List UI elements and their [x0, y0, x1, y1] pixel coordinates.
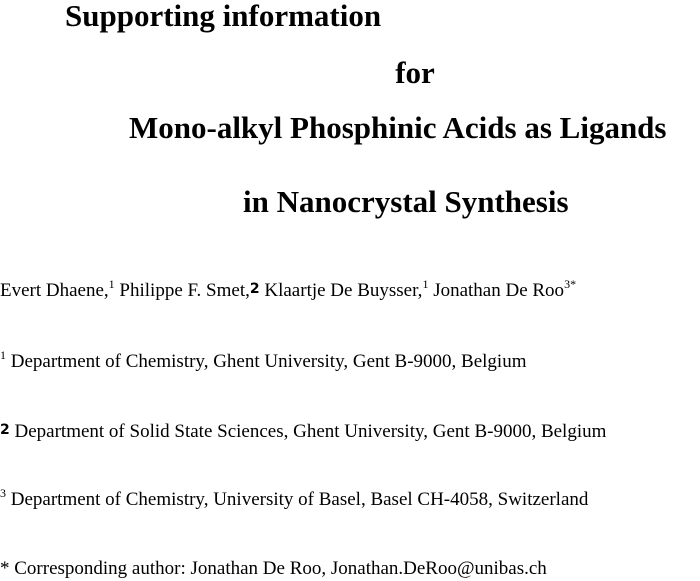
affiliation-1: [0, 348, 527, 372]
affiliation-mark: 2: [249, 281, 260, 297]
title-line-3: Mono-alkyl Phosphinic Acids as Ligands: [129, 110, 667, 145]
affiliation-mark: 3*: [564, 277, 577, 291]
title-line-4: in Nanocrystal Synthesis: [243, 184, 569, 219]
affiliation-text: Department of Chemistry, University of Basel, Basel CH-4058, Switzerland: [6, 489, 589, 510]
author-list: [0, 277, 577, 301]
affiliation-mark: 1: [0, 348, 6, 362]
author-name: Klaartje De Buysser,: [259, 280, 423, 301]
corresponding-author: * Corresponding author: Jonathan De Roo, Jonathan.DeRoo@unibas.ch: [0, 558, 547, 579]
affiliation-text: Department of Chemistry, Ghent University, Gent B-9000, Belgium: [6, 351, 527, 372]
affiliation-2: [0, 422, 606, 441]
affiliation-mark: 2: [0, 422, 10, 438]
affiliation-text: Department of Solid State Sciences, Ghent University, Gent B-9000, Belgium: [9, 421, 607, 442]
author-name: Jonathan De Roo: [428, 280, 565, 301]
author-name: Philippe F. Smet,: [114, 280, 250, 301]
affiliation-mark: 1: [422, 277, 429, 291]
affiliation-3: [0, 486, 589, 510]
title-line-2: for: [395, 55, 435, 90]
author-name: Evert Dhaene,: [0, 280, 109, 301]
title-line-1: Supporting information: [65, 0, 382, 33]
affiliation-mark: 1: [108, 277, 115, 291]
affiliation-mark: 3: [0, 486, 6, 500]
